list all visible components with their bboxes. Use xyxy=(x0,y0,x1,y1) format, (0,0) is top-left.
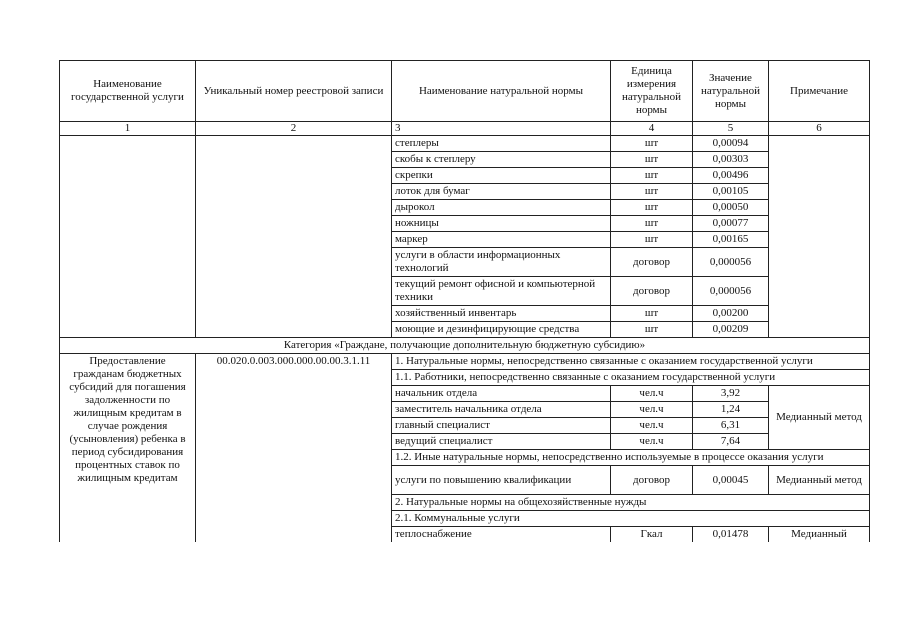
heat-norm-name: теплоснабжение xyxy=(392,527,611,543)
norm-unit: шт xyxy=(611,306,693,322)
norm-value: 0,00209 xyxy=(693,322,769,338)
norm-unit: шт xyxy=(611,322,693,338)
staff-unit: чел.ч xyxy=(611,386,693,402)
section-heading: 1. Натуральные нормы, непосредственно связанные с оказанием государственной услуги xyxy=(392,354,870,370)
norm-value: 0,000056 xyxy=(693,277,769,306)
norm-name: хозяйственный инвентарь xyxy=(392,306,611,322)
subsection-heading: 2.1. Коммунальные услуги xyxy=(392,511,870,527)
norm-unit: шт xyxy=(611,168,693,184)
category-row xyxy=(60,338,870,354)
header-row xyxy=(60,61,870,122)
section-heading: 2. Натуральные нормы на общехозяйственные нужды xyxy=(392,495,870,511)
staff-note: Медианный метод xyxy=(769,386,870,450)
norm-value: 0,00094 xyxy=(693,136,769,152)
column-number-row xyxy=(60,122,870,136)
empty-registry-cell xyxy=(196,136,392,338)
empty-service-cell xyxy=(60,136,196,338)
column-number: 4 xyxy=(611,122,693,136)
heat-note: Медианный xyxy=(769,527,870,543)
training-norm-name: услуги по повышению квалификации xyxy=(392,466,611,495)
column-number: 5 xyxy=(693,122,769,136)
norm-unit: шт xyxy=(611,200,693,216)
norm-value: 0,00303 xyxy=(693,152,769,168)
staff-unit: чел.ч xyxy=(611,434,693,450)
empty-note-cell xyxy=(769,136,870,338)
staff-unit: чел.ч xyxy=(611,418,693,434)
subsection-heading: 1.2. Иные натуральные нормы, непосредственно используемые в процессе оказания услуги xyxy=(392,450,870,466)
staff-value: 1,24 xyxy=(693,402,769,418)
norm-unit: шт xyxy=(611,136,693,152)
staff-unit: чел.ч xyxy=(611,402,693,418)
norm-name: услуги в области информационных технологий xyxy=(392,248,611,277)
norm-unit: шт xyxy=(611,232,693,248)
staff-position: заместитель начальника отдела xyxy=(392,402,611,418)
column-number: 6 xyxy=(769,122,870,136)
header-norm-name: Наименование натуральной нормы xyxy=(392,61,611,122)
heat-value: 0,01478 xyxy=(693,527,769,543)
registry-number: 00.020.0.003.000.000.00.00.3.1.11 xyxy=(196,354,392,543)
header-service-name: Наименование государственной услуги xyxy=(60,61,196,122)
norm-unit: шт xyxy=(611,152,693,168)
norm-value: 0,000056 xyxy=(693,248,769,277)
table-row xyxy=(60,136,870,152)
norm-name: дырокол xyxy=(392,200,611,216)
staff-position: начальник отдела xyxy=(392,386,611,402)
norm-value: 0,00050 xyxy=(693,200,769,216)
table-row xyxy=(60,354,870,370)
norm-name: скрепки xyxy=(392,168,611,184)
training-note: Медианный метод xyxy=(769,466,870,495)
category-title: Категория «Граждане, получающие дополнительную бюджетную субсидию» xyxy=(60,338,870,354)
staff-position: главный специалист xyxy=(392,418,611,434)
norm-value: 0,00077 xyxy=(693,216,769,232)
header-registry-number: Уникальный номер реестровой записи xyxy=(196,61,392,122)
norm-value: 0,00496 xyxy=(693,168,769,184)
header-unit: Единица измерения натуральной нормы xyxy=(611,61,693,122)
header-value: Значение натуральной нормы xyxy=(693,61,769,122)
column-number: 3 xyxy=(392,122,611,136)
norm-value: 0,00105 xyxy=(693,184,769,200)
staff-value: 6,31 xyxy=(693,418,769,434)
subsection-heading: 1.1. Работники, непосредственно связанные с оказанием государственной услуги xyxy=(392,370,870,386)
norm-name: лоток для бумаг xyxy=(392,184,611,200)
norm-unit: шт xyxy=(611,184,693,200)
norms-table xyxy=(59,60,870,542)
norm-name: текущий ремонт офисной и компьютерной техники xyxy=(392,277,611,306)
norm-unit: договор xyxy=(611,248,693,277)
service-name: Предоставление гражданам бюджетных субсидий для погашения задолженности по жилищным кредитам в случае рождения (усыновления) ребенка в период субсидирования процентных ставок по жилищным кредитам xyxy=(60,354,196,543)
norm-name: маркер xyxy=(392,232,611,248)
training-unit: договор xyxy=(611,466,693,495)
staff-position: ведущий специалист xyxy=(392,434,611,450)
norm-name: степлеры xyxy=(392,136,611,152)
norm-value: 0,00165 xyxy=(693,232,769,248)
header-note: Примечание xyxy=(769,61,870,122)
heat-unit: Гкал xyxy=(611,527,693,543)
norm-name: скобы к степлеру xyxy=(392,152,611,168)
staff-value: 7,64 xyxy=(693,434,769,450)
column-number: 2 xyxy=(196,122,392,136)
column-number: 1 xyxy=(60,122,196,136)
staff-value: 3,92 xyxy=(693,386,769,402)
norm-name: моющие и дезинфицирующие средства xyxy=(392,322,611,338)
norm-name: ножницы xyxy=(392,216,611,232)
norm-unit: шт xyxy=(611,216,693,232)
norm-value: 0,00200 xyxy=(693,306,769,322)
training-value: 0,00045 xyxy=(693,466,769,495)
norm-unit: договор xyxy=(611,277,693,306)
